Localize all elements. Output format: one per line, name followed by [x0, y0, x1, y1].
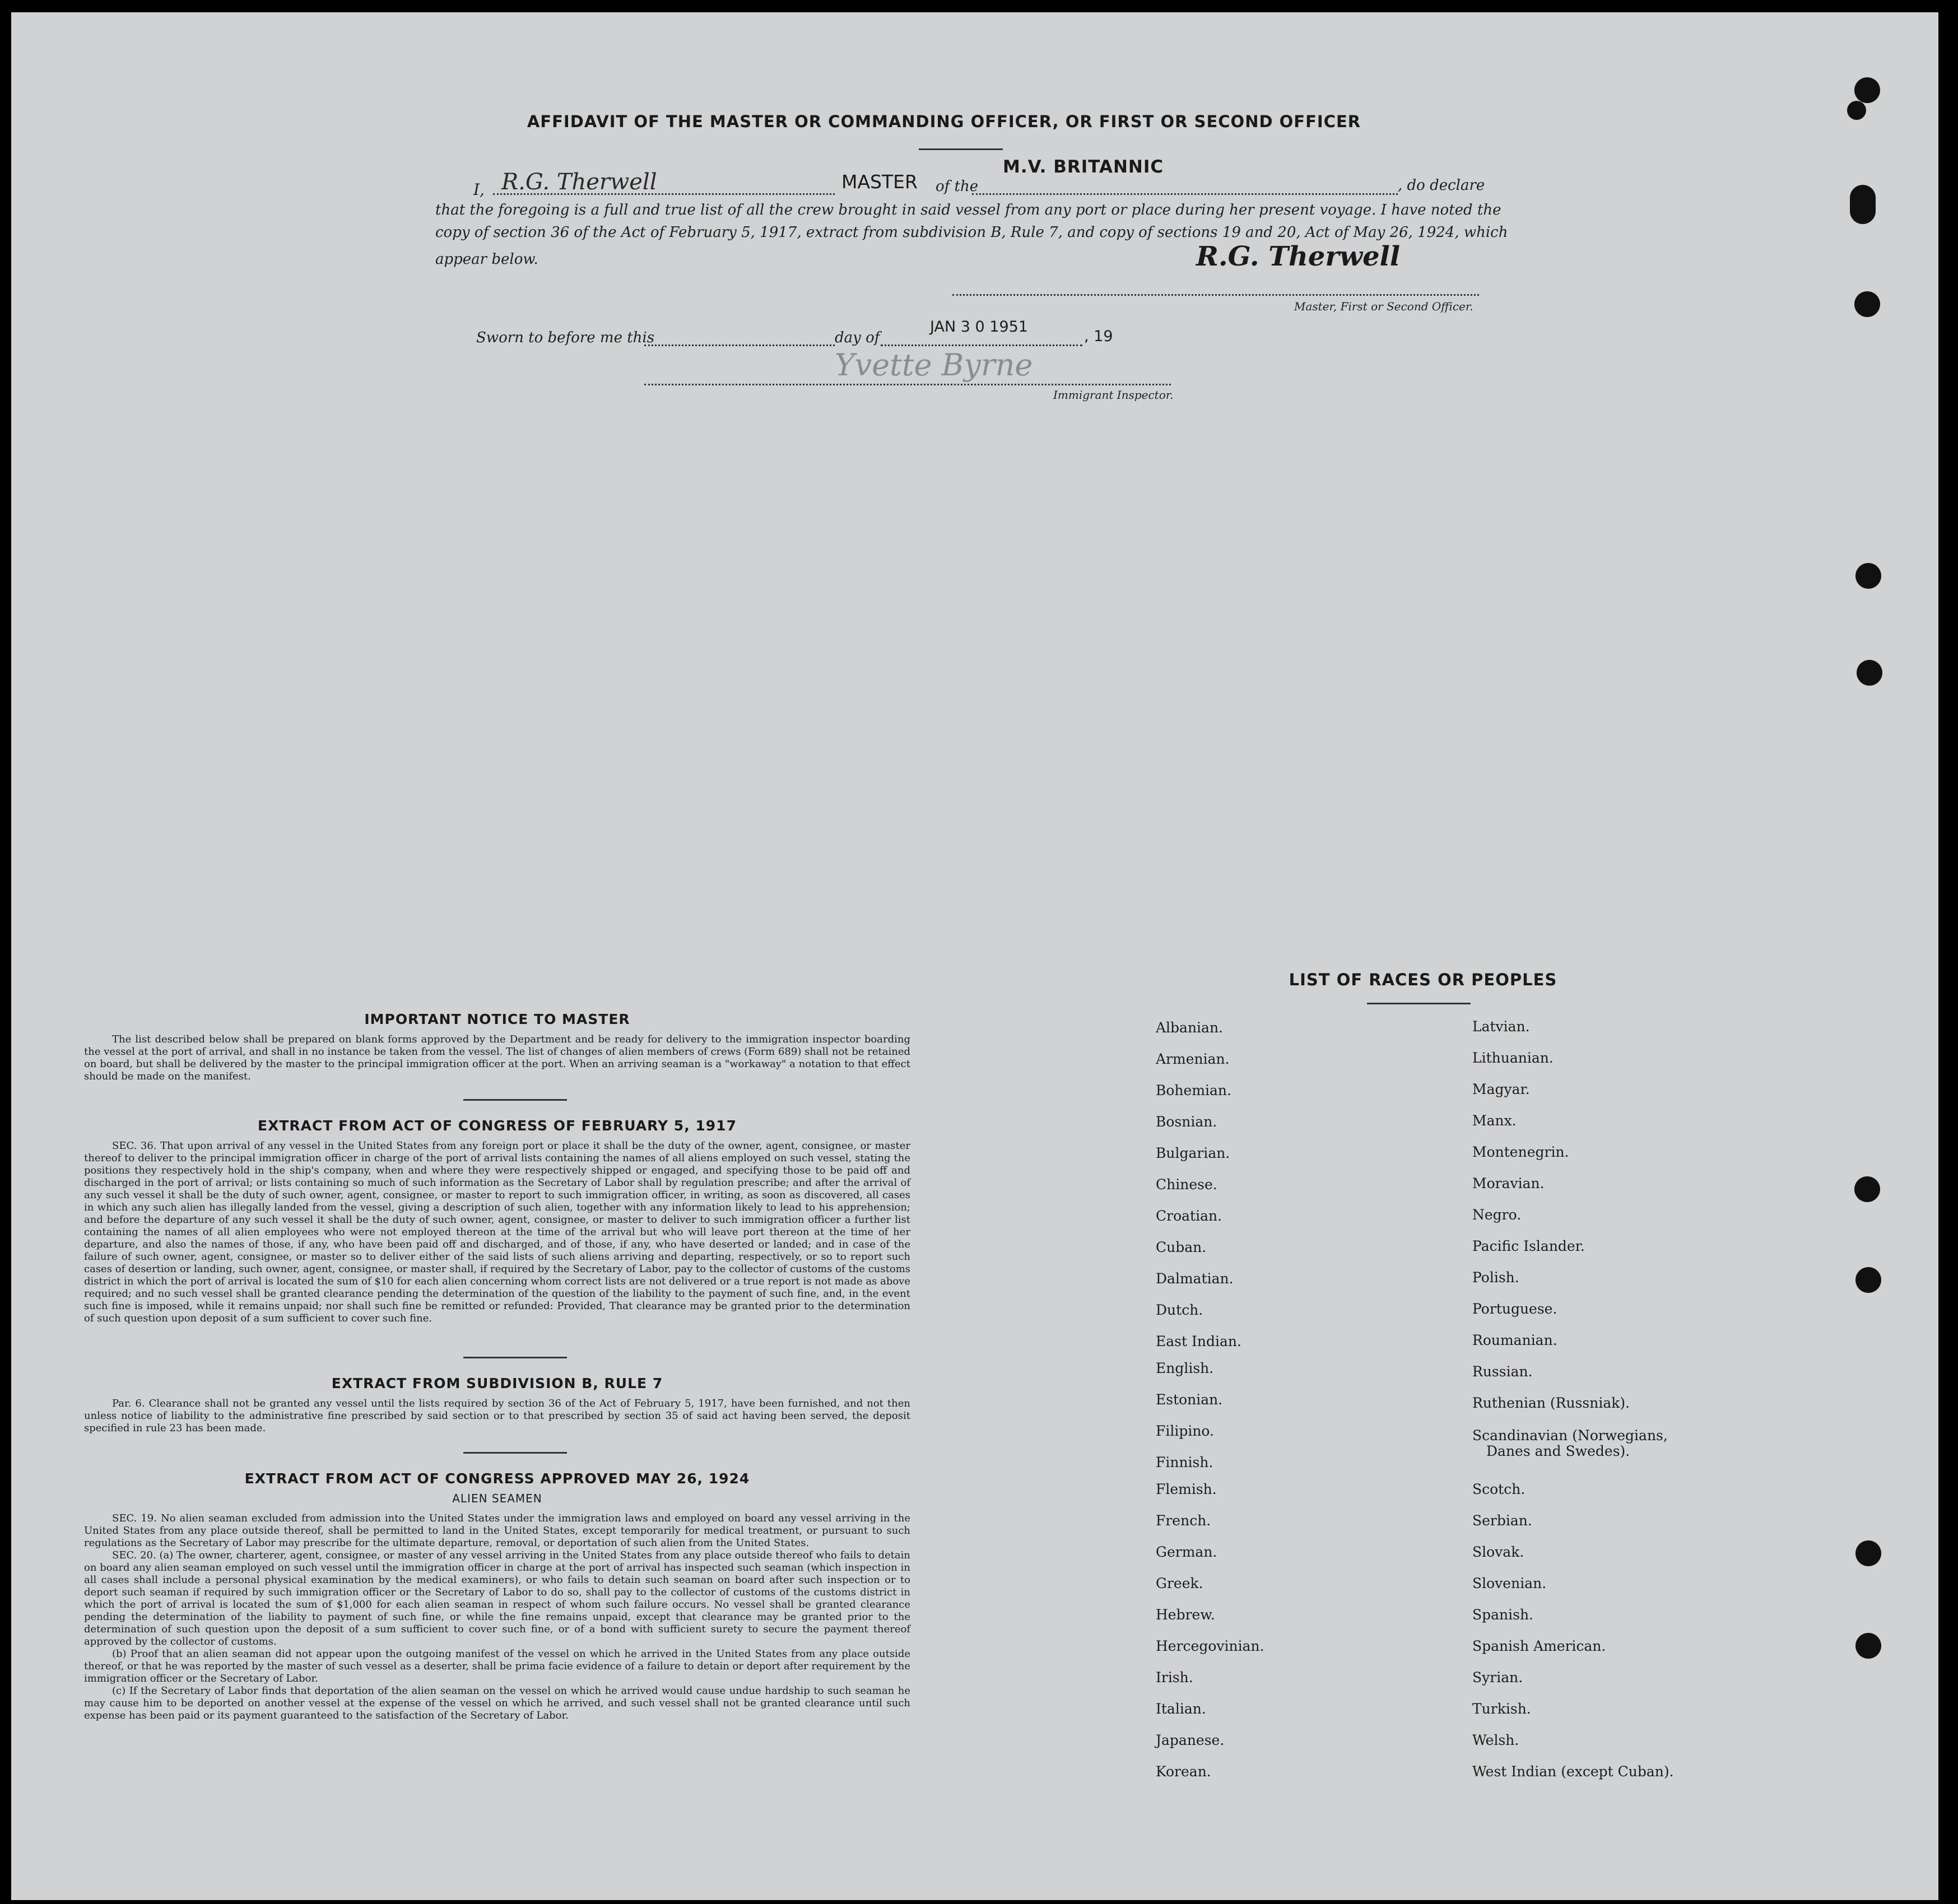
- master-name: R.G. Therwell: [501, 169, 657, 195]
- notice-heading: IMPORTANT NOTICE TO MASTER: [364, 1011, 630, 1027]
- sec20a-paragraph: SEC. 20. (a) The owner, charterer, agent, consignee, or master of any vessel arriving in the United States from any place outside thereof who fails to detain on board any alien seaman employed on such vessel until the immigration officer in charge at the port of arrival has inspected such seaman (which inspection in all cases shall include a personal physical examination by the medical examiners), or who fails to detain such seaman on board after such inspection or to deport such seaman if required by such immigration officer or the Secretary of Labor to do so, shall pay to the collector of customs of the customs district in which the port of arrival is located the sum of $1,000 for each alien seaman in respect of whom such failure occurs. No vessel shall be granted clearance pending the determination of the liability to payment of such fine, or while the fine remains unpaid, except that clearance may be granted prior to the determination of such question upon the deposit of a sum sufficient to cover such fine, or of a bond with sufficient surety to secure the payment thereof approved by the collector of customs.: [84, 1549, 910, 1647]
- of-the-label: of the: [936, 178, 979, 195]
- sec20c-paragraph: (c) If the Secretary of Labor finds that deportation of the alien seaman on the vessel on which he arrived would cause undue hardship to such seaman he may cause him to be deported on another vessel at the expense of the vessel on which he arrived, and such vessel shall not be granted clearance until such expense has been paid or its payment guaranteed to the satisfaction of the Secretary of Labor.: [84, 1685, 910, 1721]
- affidavit-text-line: that the foregoing is a full and true list of all the crew brought in said vessel from any port or place during her present voyage. I have noted the: [435, 202, 1501, 218]
- punch-hole: [1855, 1633, 1881, 1659]
- rule7-heading: EXTRACT FROM SUBDIVISION B, RULE 7: [331, 1375, 663, 1391]
- race-item-left: Dalmatian.: [1156, 1270, 1234, 1287]
- punch-hole: [1855, 563, 1881, 589]
- race-item-right: Polish.: [1472, 1269, 1519, 1286]
- vessel-name: M.V. BRITANNIC: [1003, 157, 1164, 177]
- race-item-right: Welsh.: [1472, 1732, 1519, 1748]
- race-item-right: Negro.: [1472, 1207, 1522, 1223]
- master-signature: R.G. Therwell: [1196, 241, 1401, 272]
- affidavit-heading: AFFIDAVIT OF THE MASTER OR COMMANDING OFFICER, OR FIRST OR SECOND OFFICER: [527, 112, 1361, 131]
- rule7-body: [84, 1398, 910, 1435]
- race-item-left: East Indian.: [1156, 1333, 1241, 1349]
- signature-line: [952, 294, 1479, 296]
- race-item-right: Spanish.: [1472, 1607, 1534, 1623]
- race-item-left: Bulgarian.: [1156, 1145, 1230, 1161]
- race-item-right: Scotch.: [1472, 1481, 1526, 1497]
- race-item-left: Finnish.: [1156, 1454, 1213, 1470]
- day-of-label: day of: [835, 329, 880, 346]
- race-item-left: Italian.: [1156, 1701, 1206, 1717]
- punch-hole: [1854, 291, 1880, 317]
- par6-paragraph: Par. 6. Clearance shall not be granted any vessel until the lists required by section 36 of the Act of February 5, 1917, have been furnished, and not then unless notice of liability to the administrative fine prescribed by said section or to that prescribed by section 35 of said act having been served, the deposit specified in rule 23 has been made.: [84, 1398, 910, 1434]
- extract-1924-body: [84, 1512, 910, 1722]
- races-heading: LIST OF RACES OR PEOPLES: [1289, 970, 1557, 989]
- do-declare-label: , do declare: [1398, 177, 1485, 194]
- date-stamp: JAN 3 0 1951: [930, 318, 1028, 336]
- race-item-right: Pacific Islander.: [1472, 1238, 1585, 1254]
- race-item-right: Moravian.: [1472, 1175, 1545, 1191]
- race-item-left: Bohemian.: [1156, 1082, 1231, 1098]
- race-item-right: Serbian.: [1472, 1512, 1532, 1529]
- race-item-right: Portuguese.: [1472, 1301, 1557, 1317]
- punch-hole: [1854, 1176, 1880, 1202]
- race-item-right: Scandinavian (Norwegians,: [1472, 1427, 1668, 1444]
- vessel-field-line: [972, 193, 1398, 195]
- notice-paragraph: The list described below shall be prepared on blank forms approved by the Department and be ready for delivery to the immigration inspector boarding the vessel at the port of arrival, and shall in no instance be taken from the vessel. The list of changes of alien members of crews (Form 689) shall not be retained on board, but shall be delivered by the master to the principal immigration officer at the port. When an arriving seaman is a "workaway" a notation to that effect should be made on the manifest.: [84, 1034, 910, 1082]
- race-item-right: Montenegrin.: [1472, 1144, 1569, 1160]
- race-item-left: Armenian.: [1156, 1051, 1230, 1067]
- extract-1924-heading: EXTRACT FROM ACT OF CONGRESS APPROVED MAY 26, 1924: [244, 1470, 750, 1487]
- punch-hole: [1855, 1540, 1881, 1566]
- race-item-left: Chinese.: [1156, 1176, 1217, 1193]
- sworn-month-line: [881, 345, 1082, 346]
- affidavit-pronoun: I,: [473, 180, 485, 199]
- divider: [1367, 1003, 1471, 1004]
- divider: [463, 1099, 567, 1101]
- punch-hole: [1847, 101, 1866, 120]
- race-item-left: Cuban.: [1156, 1239, 1207, 1255]
- punch-hole: [1854, 77, 1880, 103]
- race-item-right: Slovak.: [1472, 1544, 1524, 1560]
- race-item-right: Spanish American.: [1472, 1638, 1606, 1654]
- race-item-left: Croatian.: [1156, 1208, 1222, 1224]
- race-item-right: Ruthenian (Russniak).: [1472, 1395, 1630, 1411]
- extract-1917-heading: EXTRACT FROM ACT OF CONGRESS OF FEBRUARY 5, 1917: [258, 1118, 737, 1134]
- divider: [919, 148, 1003, 150]
- extract-1917-body: [84, 1140, 910, 1325]
- inspector-line: [644, 384, 1171, 385]
- signature-caption: Master, First or Second Officer.: [1294, 300, 1473, 313]
- race-item-right: Magyar.: [1472, 1081, 1530, 1097]
- race-item-right: Turkish.: [1472, 1701, 1531, 1717]
- sworn-label: Sworn to before me this: [476, 329, 655, 346]
- race-item-right: Lithuanian.: [1472, 1050, 1554, 1066]
- race-item-right: West Indian (except Cuban).: [1472, 1763, 1674, 1780]
- inspector-caption: Immigrant Inspector.: [1053, 388, 1174, 402]
- sec36-paragraph: SEC. 36. That upon arrival of any vessel in the United States from any foreign port or place it shall be the duty of the owner, agent, consignee, or master thereof to deliver to the principal immigration officer in charge of the port of arrival lists containing the names of all aliens employed on such vessel, stating the positions they respectively hold in the ship's company, when and where they were respectively shipped or engaged, and specifying those to be paid off and discharged in the port of arrival; or lists containing so much of such information as the Secretary of Labor shall by regulation prescribe; and after the arrival of any such vessel it shall be the duty of such owner, agent, consignee, or master to report to such immigration officer, in writing, as soon as discovered, all cases in which any such alien has illegally landed from the vessel, giving a description of such alien, together with any information likely to lead to his apprehension; and before the departure of any such vessel it shall be the duty of such owner, agent, consignee, or master to deliver to such immigration officer a further list containing the names of all alien employees who were not employed thereon at the time of the arrival but who will leave port thereon at the time of her departure, and also the names of those, if any, who have been paid off and discharged, and of those, if any, who have deserted or landed; and in case of the failure of such owner, agent, consignee, or master so to deliver either of the said lists of such aliens arriving and departing, respectively, or so to report such cases of desertion or landing, such owner, agent, consignee, or master shall, if required by the Secretary of Labor, pay to the collector of customs of the customs district in which the port of arrival is located the sum of $10 for each alien concerning whom correct lists are not delivered or a true report is not made as above required; and no such vessel shall be granted clearance pending the determination of the question of the liability to the payment of such fine, and, in the event such fine is imposed, while it remains unpaid; nor shall such fine be remitted or refunded: Provided, That clearance may be granted prior to the determination of such question upon deposit of a sum sufficient to cover such fine.: [84, 1140, 910, 1324]
- year-prefix: , 19: [1084, 328, 1113, 345]
- sec20b-paragraph: (b) Proof that an alien seaman did not appear upon the outgoing manifest of the vessel on which he arrived in the United States from any place outside thereof, or that he was reported by the master of such vessel as a deserter, shall be prima facie evidence of a failure to detain or deport after requirement by the immigration officer or the Secretary of Labor.: [84, 1648, 910, 1684]
- divider: [463, 1357, 567, 1358]
- race-item-left: Hebrew.: [1156, 1607, 1215, 1623]
- race-item-right: Slovenian.: [1472, 1575, 1547, 1591]
- race-item-left: Bosnian.: [1156, 1114, 1217, 1130]
- affidavit-text-line: appear below.: [435, 251, 538, 268]
- race-item-right: Manx.: [1472, 1112, 1517, 1129]
- race-item-right: Danes and Swedes).: [1486, 1443, 1630, 1459]
- punch-hole: [1850, 185, 1876, 224]
- race-item-left: English.: [1156, 1360, 1214, 1376]
- punch-hole: [1855, 1267, 1881, 1293]
- race-item-left: Hercegovinian.: [1156, 1638, 1264, 1654]
- punch-hole: [1857, 660, 1882, 686]
- affidavit-text-line: copy of section 36 of the Act of February 5, 1917, extract from subdivision B, Rule 7, and copy of sections 19 and 20, Act of May 26, 1924, which: [435, 224, 1508, 241]
- race-item-left: Greek.: [1156, 1575, 1203, 1591]
- race-item-left: French.: [1156, 1512, 1211, 1529]
- race-item-right: Latvian.: [1472, 1018, 1530, 1035]
- race-item-right: Syrian.: [1472, 1669, 1523, 1686]
- race-item-right: Russian.: [1472, 1363, 1533, 1380]
- race-item-left: Irish.: [1156, 1669, 1193, 1686]
- race-item-left: Korean.: [1156, 1763, 1211, 1780]
- race-item-left: Albanian.: [1156, 1019, 1224, 1036]
- divider: [463, 1452, 567, 1454]
- notice-body: [84, 1034, 910, 1083]
- race-item-left: Flemish.: [1156, 1481, 1217, 1497]
- race-item-left: German.: [1156, 1544, 1217, 1560]
- race-item-left: Filipino.: [1156, 1423, 1214, 1439]
- race-item-right: Roumanian.: [1472, 1332, 1557, 1348]
- sec19-paragraph: SEC. 19. No alien seaman excluded from admission into the United States under the immigration laws and employed on board any vessel arriving in the United States from any place outside thereof, shall be permitted to land in the United States, except temporarily for medical treatment, or pursuant to such regulations as the Secretary of Labor may prescribe for the ultimate departure, removal, or deportation of such alien from the United States.: [84, 1512, 910, 1549]
- race-item-left: Estonian.: [1156, 1391, 1223, 1408]
- race-item-left: Japanese.: [1156, 1732, 1225, 1748]
- inspector-signature: Yvette Byrne: [835, 347, 1033, 383]
- sworn-day-line: [644, 345, 835, 346]
- title-stamp: MASTER: [841, 171, 918, 193]
- alien-seamen-subheading: ALIEN SEAMEN: [452, 1492, 542, 1505]
- race-item-left: Dutch.: [1156, 1302, 1203, 1318]
